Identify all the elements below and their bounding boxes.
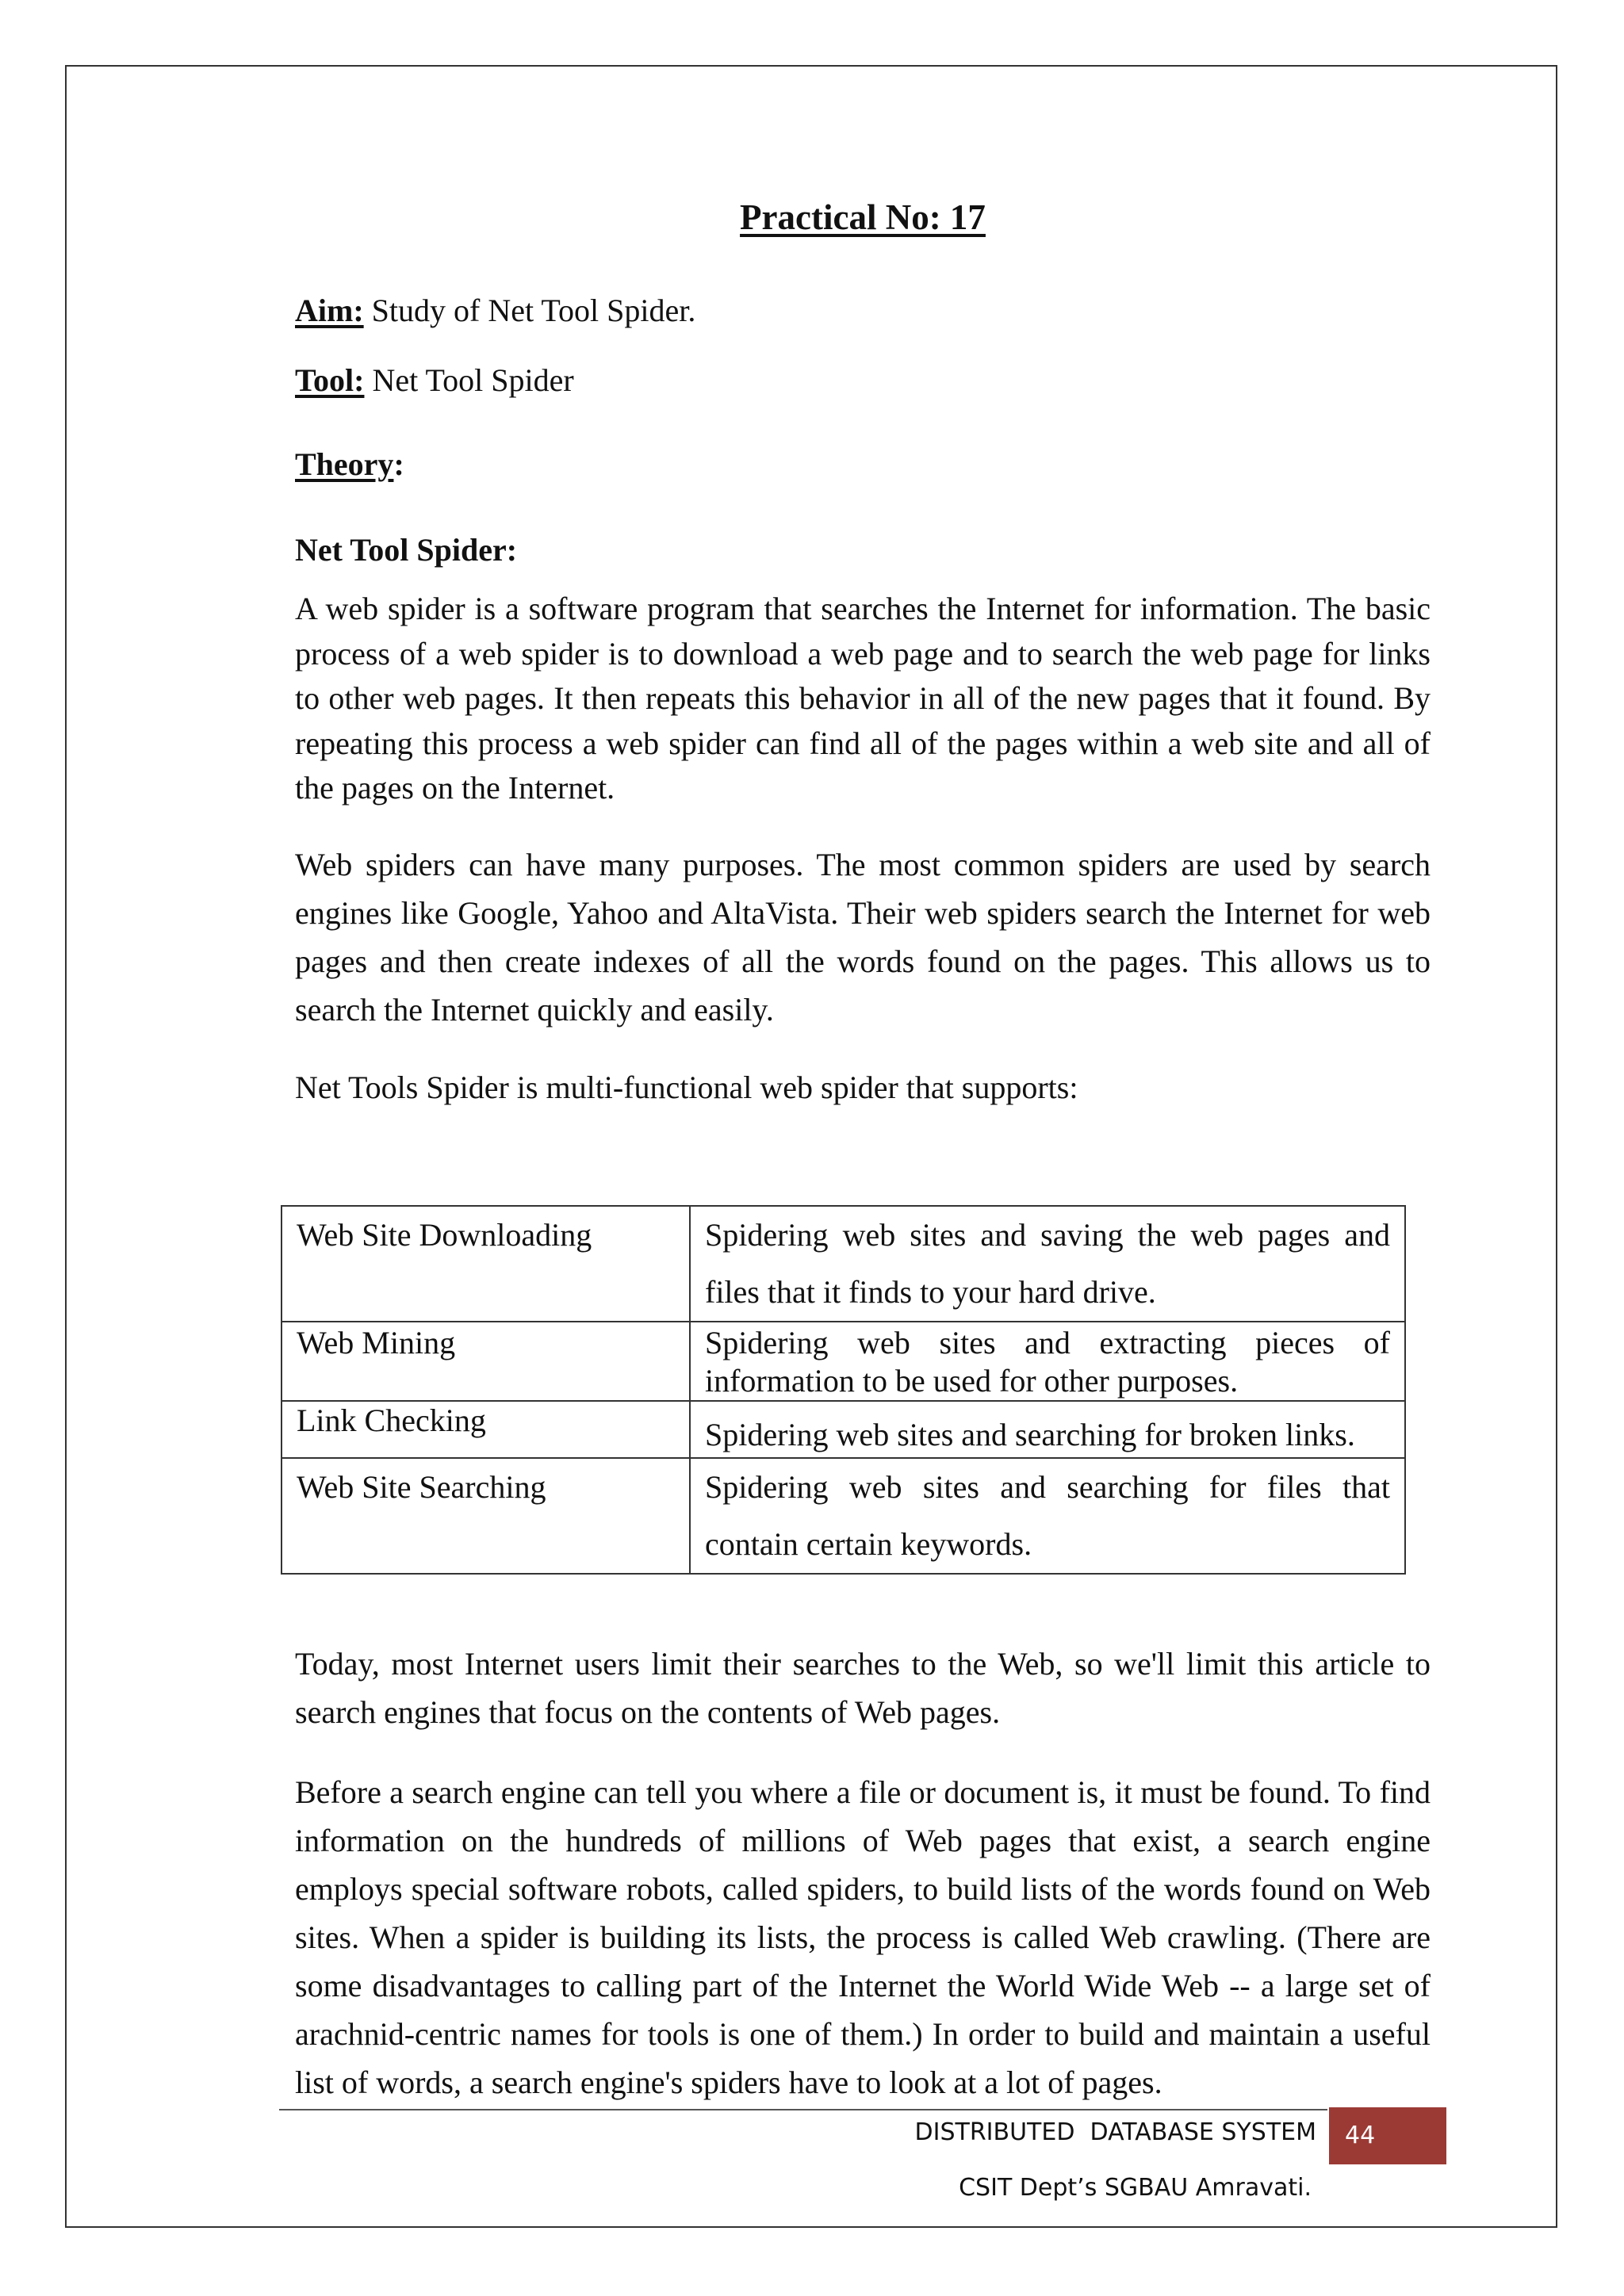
theory-colon: : [393, 446, 404, 482]
feature-description: Spidering web sites and searching for files that contain certain keywords. [690, 1458, 1405, 1574]
table-row [282, 1401, 1405, 1458]
feature-description: Spidering web sites and searching for broken links. [690, 1401, 1405, 1458]
theory-label: Theory [295, 446, 394, 482]
paragraph-today: Today, most Internet users limit their searches to the Web, so we'll limit this article to search engines that focus on the contents of Web pages. [295, 1646, 1431, 1730]
feature-description: Spidering web sites and extracting pieces of information to be used for other purposes. [690, 1322, 1405, 1401]
paragraph-supports: Net Tools Spider is multi-functional web spider that supports: [295, 1070, 1078, 1105]
feature-name: Web Site Searching [282, 1458, 690, 1574]
feature-name: Web Site Downloading [282, 1206, 690, 1322]
paragraph-intro: A web spider is a software program that searches the Internet for information. The basic process of a web spider is to download a web page and to search the web page for links to other web pages. It then repeats this behavior in all of the new pages that it found. By repeating this process a web spider can find all of the pages within a web site and all of the pages on the Internet. [295, 591, 1431, 806]
aim-text: Study of Net Tool Spider. [363, 293, 696, 328]
footer-department: CSIT Dept’s SGBAU Amravati. [959, 2174, 1312, 2202]
tool-text: Net Tool Spider [364, 362, 574, 398]
feature-name: Web Mining [282, 1322, 690, 1401]
footer-rule [279, 2109, 1327, 2110]
page-title: Practical No: 17 [740, 197, 986, 237]
feature-description: Spidering web sites and saving the web pages and files that it finds to your hard drive. [690, 1206, 1405, 1322]
tool-line [295, 362, 574, 399]
aim-line [295, 292, 695, 329]
paragraph-purposes: Web spiders can have many purposes. The most common spiders are used by search engines like Google, Yahoo and AltaVista. Their web spiders search the Internet for web pages and then create indexes of all the words found on the pages. This allows us to search the Internet quickly and easily. [295, 847, 1431, 1027]
tool-label: Tool: [295, 362, 365, 398]
features-table [281, 1205, 1406, 1575]
table-row [282, 1206, 1405, 1322]
aim-label: Aim: [295, 293, 364, 328]
theory-line [295, 446, 404, 483]
table-row [282, 1322, 1405, 1401]
feature-name: Link Checking [282, 1401, 690, 1458]
page-number-badge: 44 [1329, 2107, 1446, 2164]
paragraph-before: Before a search engine can tell you where a file or document is, it must be found. To find information on the hundreds of millions of Web pages that exist, a search engine employs special software robots, called spiders, to build lists of the words found on Web sites. When a spider is building its lists, the process is called Web crawling. (There are some disadvantages to calling part of the Internet the World Wide Web -- a large set of arachnid-centric names for tools is one of them.) In order to build and maintain a useful list of words, a search engine's spiders have to look at a lot of pages. [295, 1774, 1431, 2100]
section-heading: Net Tool Spider: [295, 532, 518, 568]
table-row [282, 1458, 1405, 1574]
footer-course-title: DISTRIBUTED DATABASE SYSTEM [914, 2118, 1316, 2146]
